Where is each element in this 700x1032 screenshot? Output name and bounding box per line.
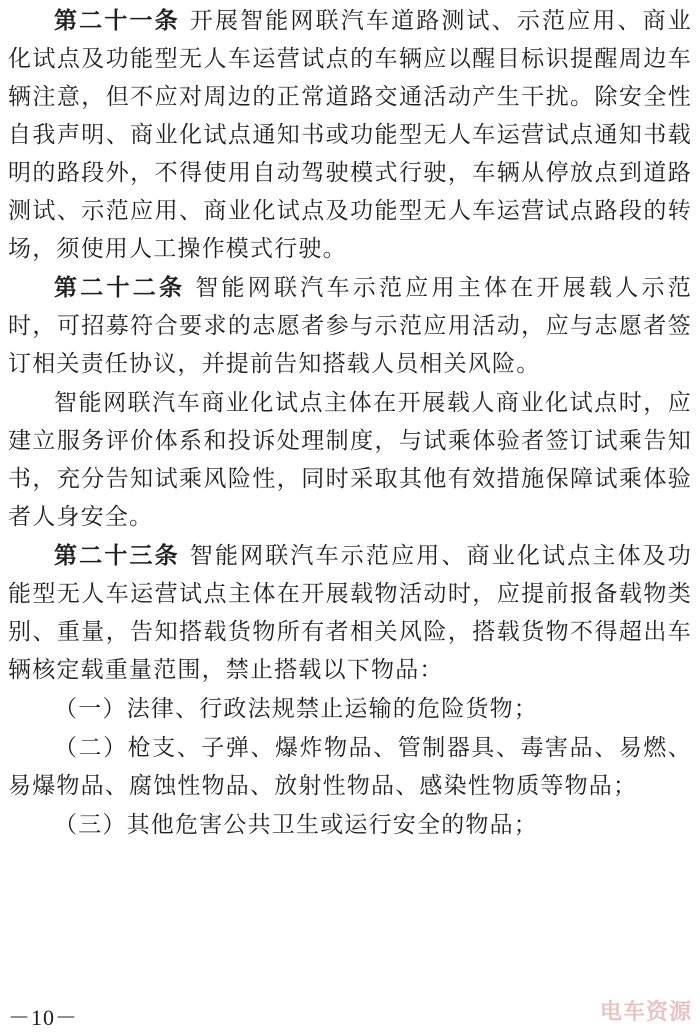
paragraph-article-22 (8, 269, 692, 383)
list-item-3 (8, 806, 692, 844)
paragraph-commercial-pilot (8, 384, 692, 536)
paragraph-text: 智能网联汽车示范应用主体在开展载人示范时，可招募符合要求的志愿者参与示范应用活动，应与志愿者签订相关责任协议，并提前告知搭载人员相关风险。 (8, 275, 692, 377)
article-heading: 第二十三条 (54, 543, 180, 569)
document-body (8, 2, 692, 844)
list-item-text: （二）枪支、子弹、爆炸物品、管制器具、毒害品、易燃、易爆物品、腐蚀性物品、放射性物品、感染性物质等物品； (8, 735, 692, 799)
paragraph-text: 智能网联汽车商业化试点主体在开展载人商业化试点时，应建立服务评价体系和投诉处理制度，与试乘体验者签订试乘告知书，充分告知试乘风险性，同时采取其他有效措施保障试乘体验者人身安全。 (8, 390, 692, 530)
paragraph-text: 开展智能网联汽车道路测试、示范应用、商业化试点及功能型无人车运营试点的车辆应以醒目标识提醒周边车辆注意，但不应对周边的正常道路交通活动产生干扰。除安全性自我声明、商业化试点通知书或功能型无人车运营试点通知书载明的路段外，不得使用自动驾驶模式行驶，车辆从停放点到道路测试、示范应用、商业化试点及功能型无人车运营试点路段的转场，须使用人工操作模式行驶。 (8, 8, 693, 262)
paragraph-text: 智能网联汽车示范应用、商业化试点主体及功能型无人车运营试点主体在开展载物活动时，应提前报备载物类别、重量，告知搭载货物所有者相关风险，搭载货物不得超出车辆核定载重量范围，禁止搭载以下物品： (8, 543, 693, 683)
list-item-text: （一）法律、行政法规禁止运输的危险货物； (54, 696, 538, 722)
list-item-text: （三）其他危害公共卫生或运行安全的物品； (54, 812, 538, 838)
list-item-1 (8, 690, 692, 728)
list-item-2 (8, 729, 692, 805)
page-number: －10－ (8, 1005, 79, 1030)
article-heading: 第二十二条 (54, 275, 186, 301)
article-heading: 第二十一条 (54, 8, 180, 34)
paragraph-article-21 (8, 2, 692, 268)
paragraph-article-23 (8, 537, 692, 689)
watermark-logo: 电车资源 (599, 1000, 692, 1025)
